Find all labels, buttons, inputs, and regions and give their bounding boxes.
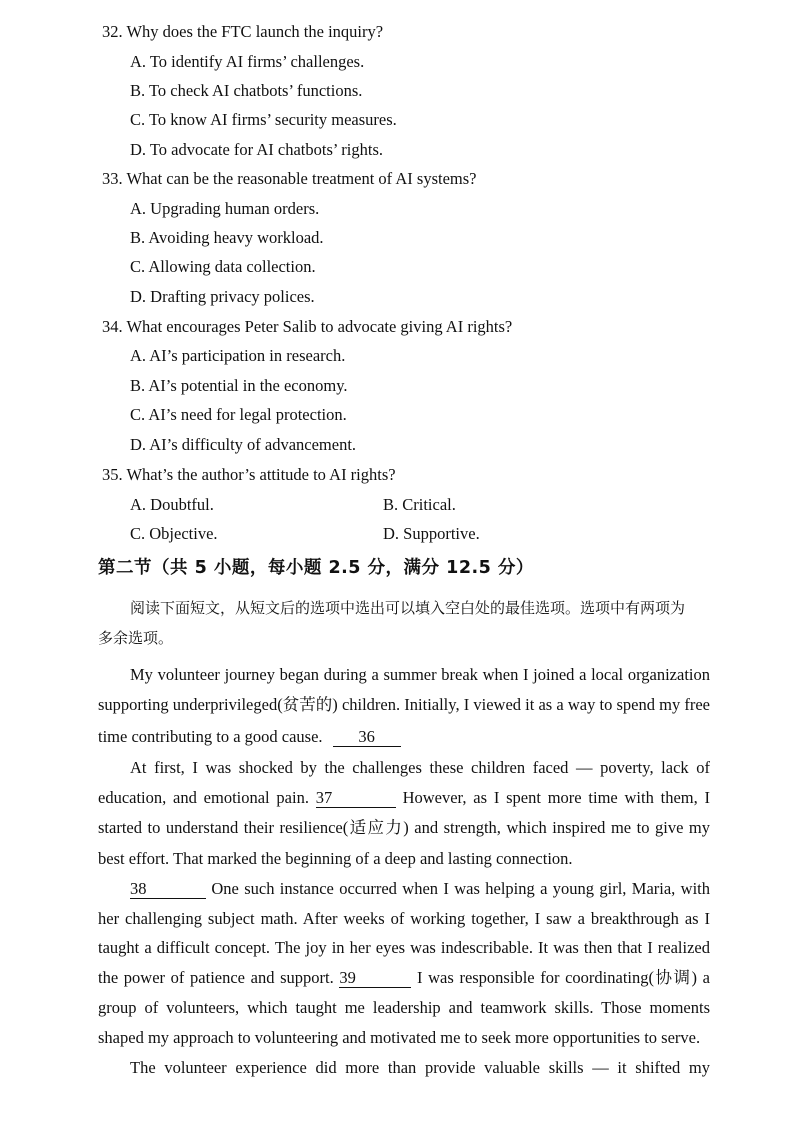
question-35-option-d[interactable]: D. Supportive. — [383, 524, 480, 543]
passage-line: group of volunteers, which taught me leadership and teamwork skills. Those moments — [98, 998, 710, 1017]
question-32-option-b[interactable]: B. To check AI chatbots’ functions. — [130, 81, 363, 100]
passage-line: her challenging subject math. After weeks of working together, I saw a breakthrough as I — [98, 909, 710, 928]
section-instruction-line-2: 多余选项。 — [98, 629, 174, 647]
question-35-option-a[interactable]: A. Doubtful. — [130, 495, 214, 514]
question-33-option-b[interactable]: B. Avoiding heavy workload. — [130, 228, 324, 247]
question-33-stem: 33. What can be the reasonable treatment of AI systems? — [102, 169, 477, 188]
section-title: 第二节（共 5 小题，每小题 2.5 分，满分 12.5 分） — [98, 558, 534, 578]
passage-text: education, and emotional pain. — [98, 788, 309, 807]
passage-line: taught a difficult concept. The joy in her eyes was indescribable. It was then that I realized — [98, 938, 710, 957]
passage-text: However, as I spent more time with them, I — [402, 788, 711, 807]
passage-line — [98, 727, 710, 747]
question-34-option-a[interactable]: A. AI’s participation in research. — [130, 346, 346, 365]
question-32-stem: 32. Why does the FTC launch the inquiry? — [102, 22, 384, 41]
question-34-option-d[interactable]: D. AI’s difficulty of advancement. — [130, 435, 357, 454]
blank-39[interactable]: 39 — [339, 969, 411, 988]
question-35-option-c[interactable]: C. Objective. — [130, 524, 218, 543]
passage-line: At first, I was shocked by the challenges these children faced — poverty, lack of — [130, 758, 710, 777]
section-instruction-line-1: 阅读下面短文，从短文后的选项中选出可以填入空白处的最佳选项。选项中有两项为 — [130, 599, 686, 617]
passage-line — [98, 788, 710, 808]
question-34-option-b[interactable]: B. AI’s potential in the economy. — [130, 376, 348, 395]
question-34-option-c[interactable]: C. AI’s need for legal protection. — [130, 405, 347, 424]
question-35-stem: 35. What’s the author’s attitude to AI rights? — [102, 465, 396, 484]
passage-text: I was responsible for coordinating(协调) a — [417, 968, 710, 987]
passage-text: the power of patience and support. — [98, 968, 334, 987]
passage-line — [98, 968, 710, 988]
blank-37[interactable]: 37 — [316, 789, 396, 808]
passage-text: One such instance occurred when I was helping a young girl, Maria, with — [211, 879, 711, 898]
question-32-option-d[interactable]: D. To advocate for AI chatbots’ rights. — [130, 140, 384, 159]
passage-line: The volunteer experience did more than provide valuable skills — it shifted my — [130, 1058, 710, 1077]
passage-line: best effort. That marked the beginning of a deep and lasting connection. — [98, 849, 573, 868]
question-33-option-d[interactable]: D. Drafting privacy polices. — [130, 287, 315, 306]
question-32-option-c[interactable]: C. To know AI firms’ security measures. — [130, 110, 397, 129]
blank-38[interactable]: 38 — [130, 880, 206, 899]
question-35-option-b[interactable]: B. Critical. — [383, 495, 456, 514]
passage-line — [98, 879, 710, 899]
passage-text: time contributing to a good cause. — [98, 727, 323, 746]
question-33-option-a[interactable]: A. Upgrading human orders. — [130, 199, 320, 218]
passage-line: supporting underprivileged(贫苦的) children. Initially, I viewed it as a way to spend my free — [98, 695, 710, 714]
passage-line: started to understand their resilience(适应力) and strength, which inspired me to give my — [98, 818, 710, 837]
blank-36[interactable]: 36 — [333, 728, 401, 747]
question-32-option-a[interactable]: A. To identify AI firms’ challenges. — [130, 52, 365, 71]
passage-line: shaped my approach to volunteering and motivated me to seek more opportunities to serve. — [98, 1028, 701, 1047]
passage-line: My volunteer journey began during a summer break when I joined a local organization — [130, 665, 710, 684]
question-33-option-c[interactable]: C. Allowing data collection. — [130, 257, 316, 276]
question-34-stem: 34. What encourages Peter Salib to advocate giving AI rights? — [102, 317, 513, 336]
